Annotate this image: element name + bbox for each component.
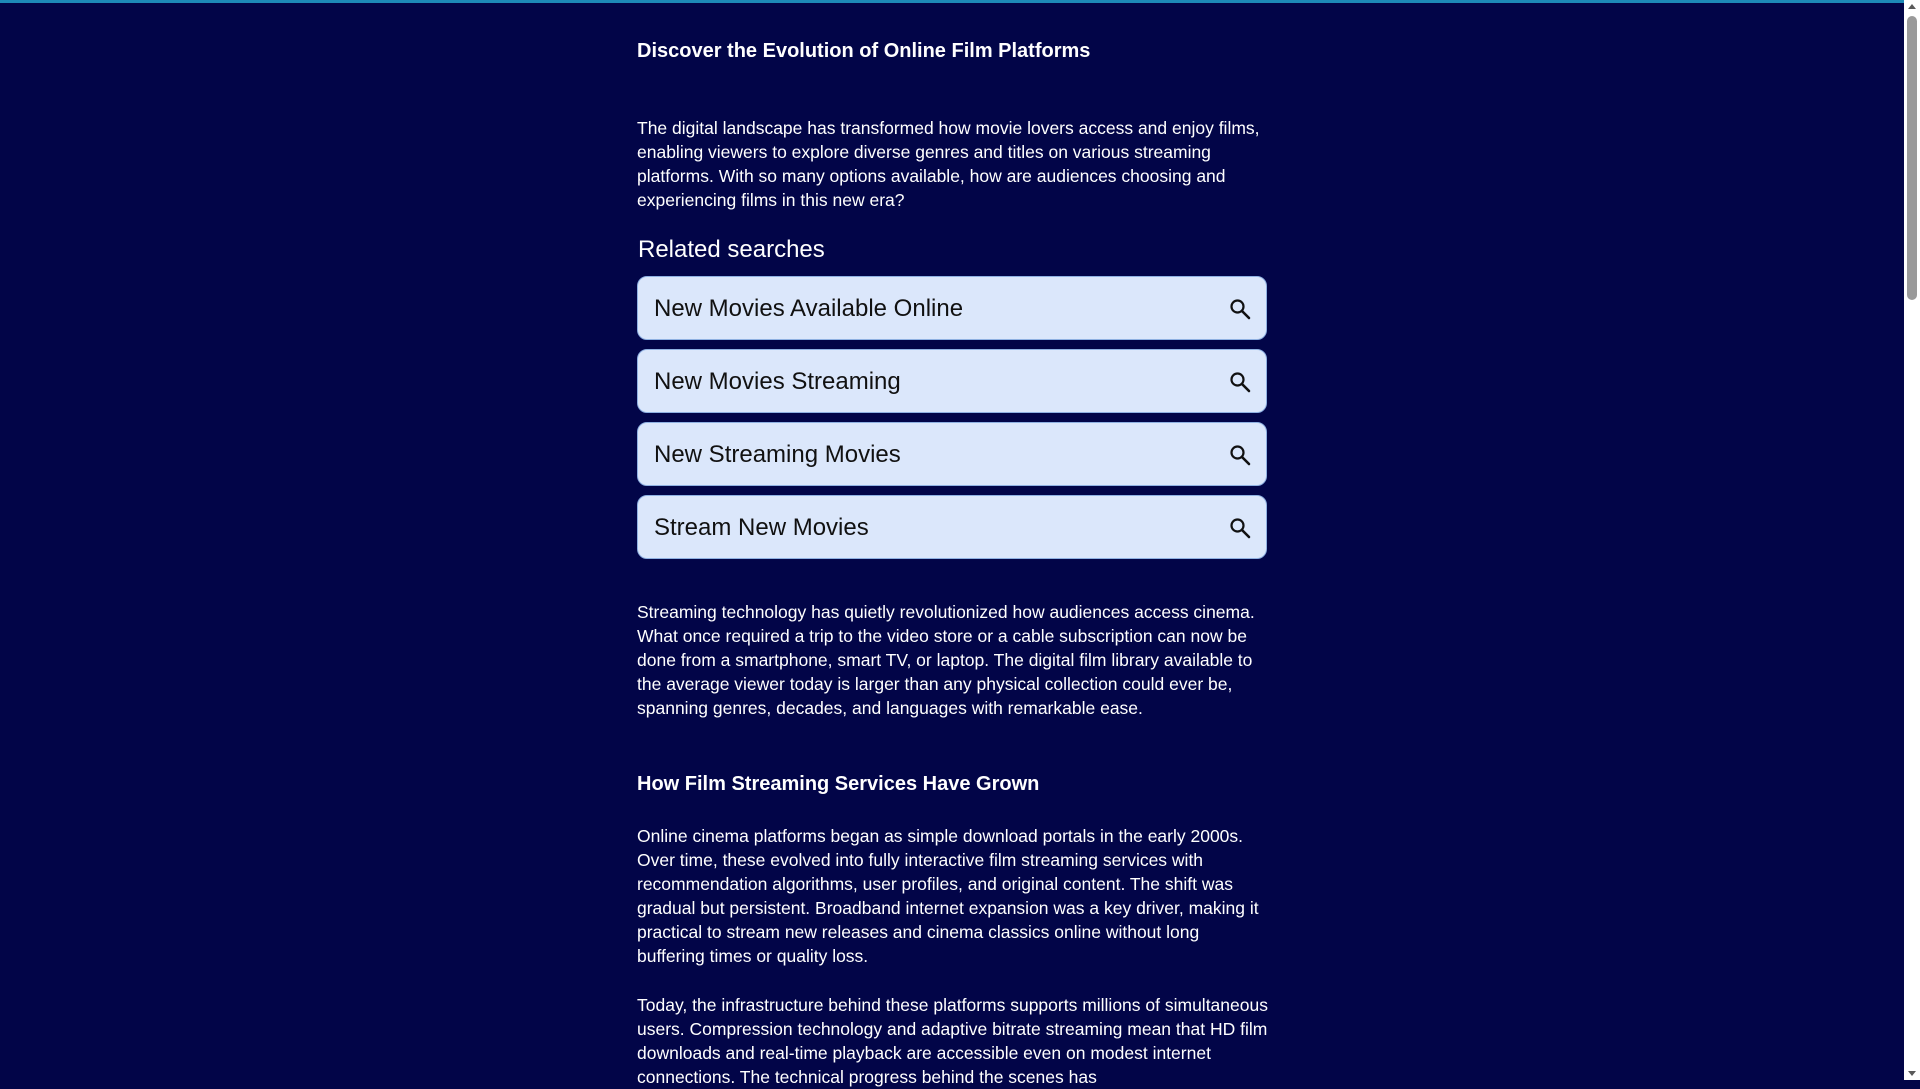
scroll-up-arrow-icon[interactable] — [1908, 4, 1916, 9]
vertical-scrollbar[interactable] — [1904, 0, 1920, 1080]
search-icon — [1228, 297, 1252, 321]
section-heading: How Film Streaming Services Have Grown — [637, 773, 1040, 795]
search-icon — [1228, 370, 1252, 394]
related-search-item-stream-new-movies[interactable] — [637, 495, 1267, 559]
related-search-label: New Movies Available Online — [654, 295, 964, 322]
scroll-down-arrow-icon[interactable] — [1908, 1071, 1916, 1076]
related-searches-list — [637, 276, 1267, 568]
top-accent-bar — [0, 0, 1904, 3]
search-icon — [1228, 516, 1252, 540]
search-icon — [1228, 443, 1252, 467]
related-search-item-new-streaming-movies[interactable] — [637, 422, 1267, 486]
related-search-item-new-movies-available-online[interactable] — [637, 276, 1267, 340]
intro-paragraph: The digital landscape has transformed how movie lovers access and enjoy films, enabling viewers to explore diverse genres and titles on various streaming platforms. With so many options available, how are audiences choosing and experiencing films in this new era? — [637, 118, 1260, 210]
page-title: Discover the Evolution of Online Film Platforms — [637, 40, 1091, 62]
scrollbar-thumb[interactable] — [1907, 16, 1917, 300]
related-search-label: New Movies Streaming — [654, 368, 901, 395]
today-paragraph: Today, the infrastructure behind these platforms supports millions of simultaneous users. Compression technology and adaptive bitrate streaming mean that HD film downloads and real-time playback are accessible even on modest internet connections. The technical progress behind the scenes has — [637, 995, 1268, 1087]
related-search-label: New Streaming Movies — [654, 441, 901, 468]
related-search-label: Stream New Movies — [654, 514, 869, 541]
platforms-paragraph: Online cinema platforms began as simple download portals in the early 2000s. Over time, these evolved into fully interactive film streaming services with recommendation algorithms, user profiles, and original content. The shift was gradual but persistent. Broadband internet expansion was a key driver, making it practical to stream new releases and cinema classics online without long buffering times or quality loss. — [637, 826, 1259, 966]
streaming-paragraph: Streaming technology has quietly revolutionized how audiences access cinema. What once required a trip to the video store or a cable subscription can now be done from a smartphone, smart TV, or laptop. The digital film library available to the average viewer today is larger than any physical collection could ever be, spanning genres, decades, and languages with remarkable ease. — [637, 602, 1255, 718]
related-search-item-new-movies-streaming[interactable] — [637, 349, 1267, 413]
related-searches-heading: Related searches — [638, 236, 825, 263]
